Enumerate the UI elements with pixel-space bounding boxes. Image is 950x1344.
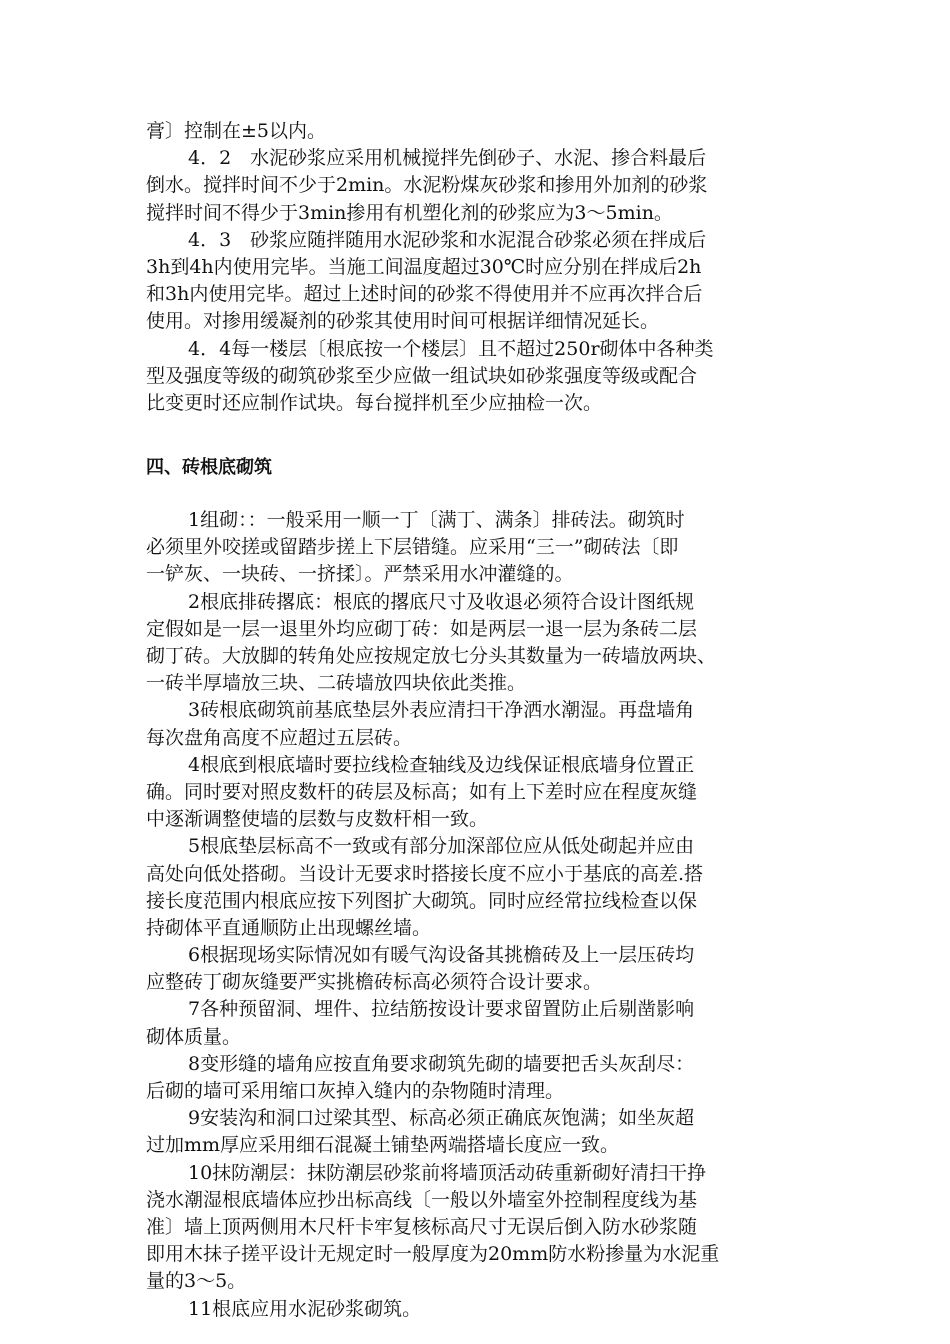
text-line: 一砖半厚墙放三块、二砖墙放四块依此类推。 xyxy=(146,672,527,695)
text-line: 每次盘角高度不应超过五层砖。 xyxy=(146,726,413,749)
paragraph-7-start: 7各种预留洞、埋件、拉结筋按设计要求留置防止后剔凿影响 xyxy=(188,998,695,1021)
text-line: 比变更时还应制作试块。每台搅拌机至少应抽检一次。 xyxy=(146,391,603,414)
text-line: 膏〕控制在±5以内。 xyxy=(146,120,327,142)
text-line: 砌体质量。 xyxy=(146,1025,242,1048)
paragraph-4-4-start: 4．4每一楼层〔根底按一个楼层〕且不超过250r砌体中各种类 xyxy=(188,337,714,360)
paragraph-4-3-start: 4．3 砂浆应随拌随用水泥砂浆和水泥混合砂浆必须在拌成后 xyxy=(188,228,707,251)
section-3-continuation xyxy=(146,118,810,417)
text-line: 型及强度等级的砌筑砂浆至少应做一组试块如砂浆强度等级或配合 xyxy=(146,364,698,387)
paragraph-4-2-start: 4．2 水泥砂浆应采用机械搅拌先倒砂子、水泥、掺合料最后 xyxy=(188,147,707,170)
text-line: 搅拌时间不得少于3min掺用有机塑化剂的砂浆应为3～5min。 xyxy=(146,201,673,224)
text-line: 浇水潮湿根底墙体应抄出标高线〔一般以外墙室外控制程度线为基 xyxy=(146,1188,698,1211)
section-4-body xyxy=(146,507,810,1323)
text-line: 接长度范围内根底应按下列图扩大砌筑。同时应经常拉线检查以保 xyxy=(146,889,698,912)
text-line: 持砌体平直通顺防止出现螺丝墙。 xyxy=(146,916,432,939)
paragraph-6-start: 6根据现场实际情况如有暖气沟设备其挑檐砖及上一层压砖均 xyxy=(188,944,695,967)
text-line: 倒水。搅拌时间不少于2min。水泥粉煤灰砂浆和掺用外加剂的砂浆 xyxy=(146,174,708,197)
text-line: 后砌的墙可采用缩口灰掉入缝内的杂物随时清理。 xyxy=(146,1080,565,1102)
text-line: 使用。对掺用缓凝剂的砂浆其使用时间可根据详细情况延长。 xyxy=(146,310,660,333)
text-line: 确。同时要对照皮数杆的砖层及标高；如有上下差时应在程度灰缝 xyxy=(146,780,698,803)
paragraph-11-start: 11根底应用水泥砂浆砌筑。 xyxy=(188,1297,422,1320)
text-line: 高处向低处搭砌。当设计无要求时搭接长度不应小于基底的高差.搭 xyxy=(146,862,704,885)
paragraph-10-start: 10抹防潮层：抹防潮层砂浆前将墙顶活动砖重新砌好清扫干挣 xyxy=(188,1161,707,1184)
paragraph-4-start: 4根底到根底墙时要拉线检查轴线及边线保证根底墙身位置正 xyxy=(188,753,695,776)
text-line: 3h到4h内使用完毕。当施工间温度超过30℃时应分别在拌成后2h xyxy=(146,255,702,278)
text-line: 量的3～5。 xyxy=(146,1270,247,1293)
paragraph-8-start: 8变形缝的墙角应按直角要求砌筑先砌的墙要把舌头灰刮尽： xyxy=(188,1052,695,1075)
section-heading: 四、砖根底砌筑 xyxy=(146,457,272,479)
paragraph-1-start: 1组砌：：一般采用一顺一丁〔满丁、满条〕排砖法。砌筑时 xyxy=(188,509,685,532)
text-line: 定假如是一层一退里外均应砌丁砖：如是两层一退一层为条砖二层 xyxy=(146,617,698,640)
text-line: 中逐渐调整使墙的层数与皮数杆相一致。 xyxy=(146,808,489,831)
text-line: 准〕墙上顶两侧用木尺杆卡牢复核标高尺寸无误后倒入防水砂浆随 xyxy=(146,1215,698,1238)
text-line: 过加mm厚应采用细石混凝土铺垫两端搭墙长度应一致。 xyxy=(146,1134,620,1157)
paragraph-5-start: 5根底垫层标高不一致或有部分加深部位应从低处砌起并应由 xyxy=(188,835,695,858)
paragraph-9-start: 9安装沟和洞口过梁其型、标高必须正确底灰饱满；如坐灰超 xyxy=(188,1107,695,1130)
paragraph-3-start: 3砖根底砌筑前基底垫层外表应清扫干净洒水潮湿。再盘墙角 xyxy=(188,699,695,722)
text-line: 即用木抹子搓平设计无规定时一般厚度为20mm防水粉掺量为水泥重 xyxy=(146,1243,720,1266)
text-line: 砌丁砖。大放脚的转角处应按规定放七分头其数量为一砖墙放两块、 xyxy=(146,645,717,667)
text-line: 和3h内使用完毕。超过上述时间的砂浆不得使用并不应再次拌合后 xyxy=(146,283,703,306)
document-page xyxy=(146,118,810,1323)
text-line: 必须里外咬搓或留踏步搓上下层错缝。应采用“三一”砌砖法〔即 xyxy=(146,536,679,559)
text-line: 一铲灰、一块砖、一挤揉〕。严禁采用水冲灌缝的。 xyxy=(146,563,574,586)
paragraph-2-start: 2根底排砖撂底：根底的撂底尺寸及收退必须符合设计图纸规 xyxy=(188,590,695,613)
text-line: 应整砖丁砌灰缝要严实挑檐砖标高必须符合设计要求。 xyxy=(146,971,603,994)
